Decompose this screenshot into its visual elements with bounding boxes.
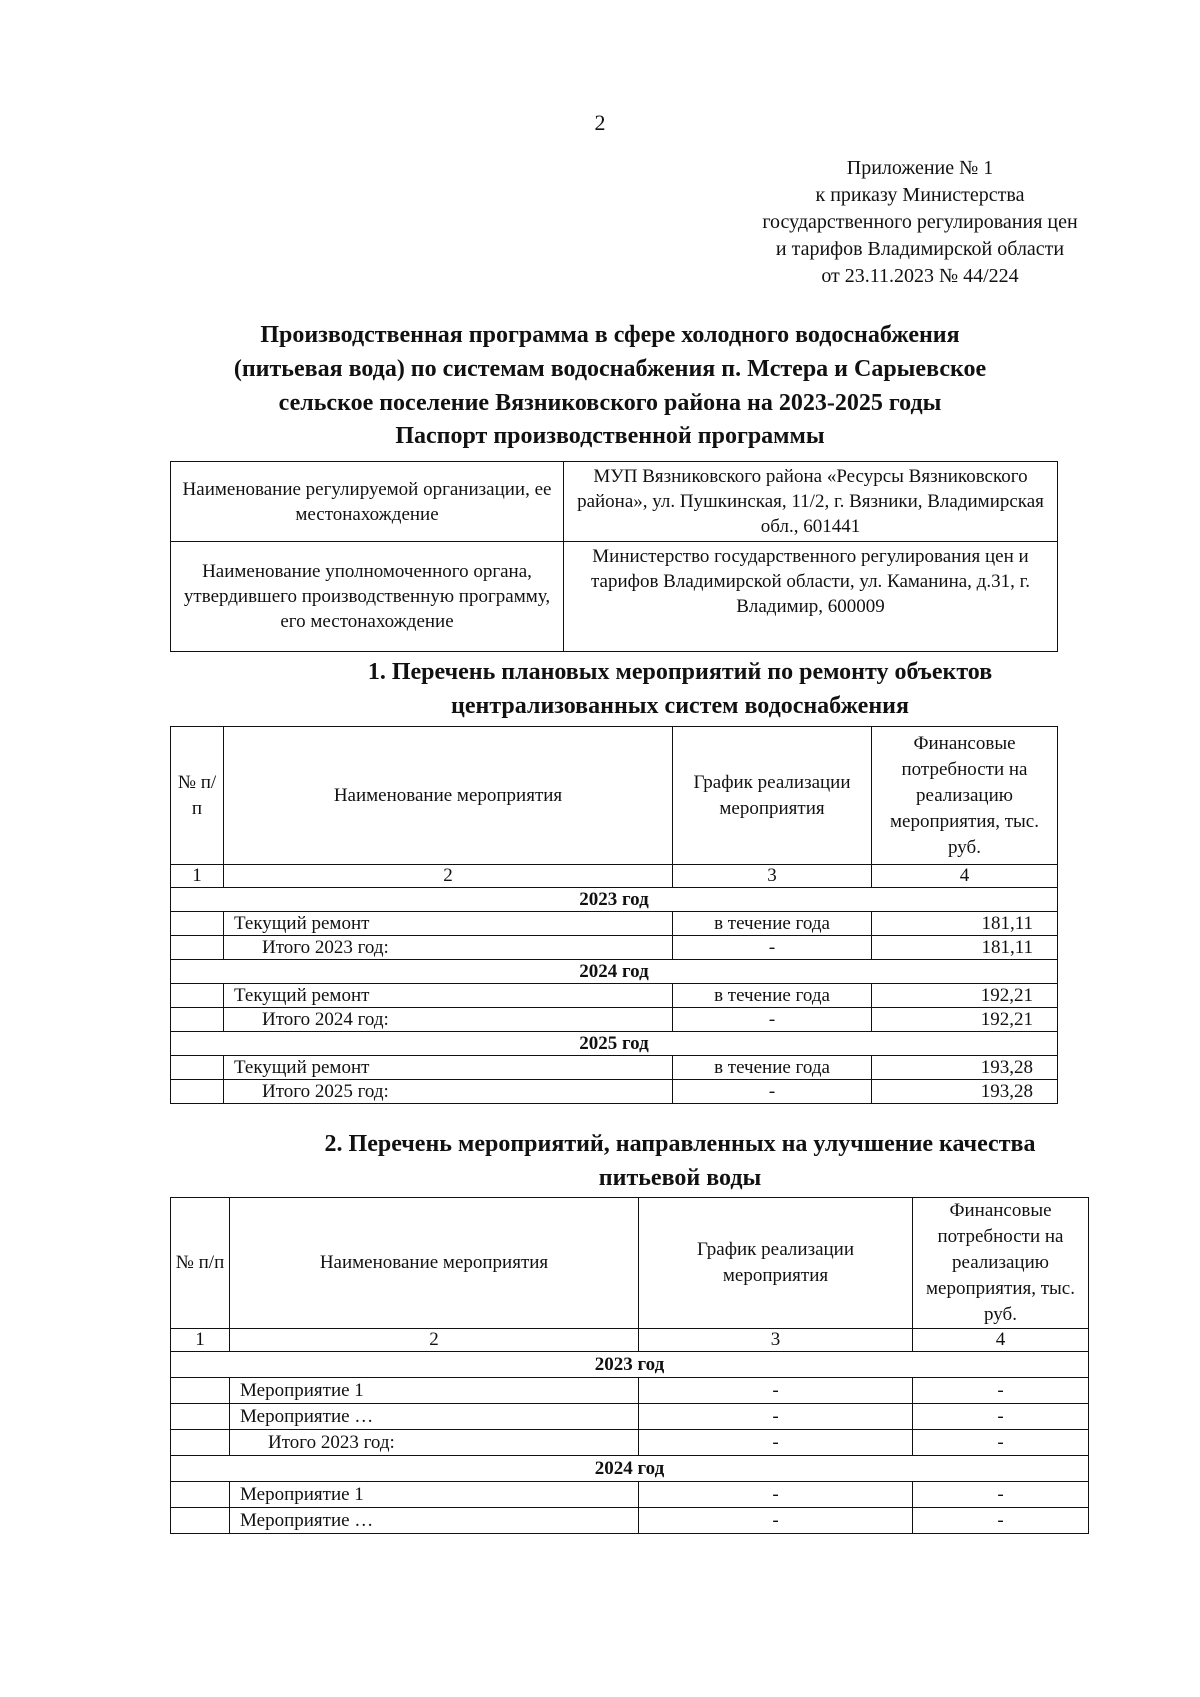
passport-value: МУП Вязниковского района «Ресурсы Вязниковского района», ул. Пушкинская, 11/2, г. Вязники, Владимирская обл., 601441 [564, 462, 1058, 542]
table-row [171, 542, 1058, 652]
item-schedule: - [639, 1482, 913, 1508]
passport-table [170, 461, 1058, 652]
passport-label: Наименование регулируемой организации, ее местонахождение [171, 462, 564, 542]
year-row [171, 1456, 1089, 1482]
item-name: Текущий ремонт [224, 1056, 673, 1080]
year-label: 2024 год [171, 960, 1058, 984]
appendix-line: и тарифов Владимирской области [775, 238, 1065, 260]
column-number: 4 [872, 865, 1058, 888]
header-num: № п/п [171, 1198, 230, 1329]
year-row [171, 1352, 1089, 1378]
table-row [171, 1056, 1058, 1080]
year-label: 2023 год [171, 888, 1058, 912]
table-row [171, 462, 1058, 542]
total-value: 193,28 [872, 1080, 1058, 1104]
appendix-line: от 23.11.2023 № 44/224 [821, 265, 1019, 287]
total-label: Итого 2023 год: [224, 936, 673, 960]
item-value: - [913, 1378, 1089, 1404]
total-row [171, 1430, 1089, 1456]
total-label: Итого 2025 год: [224, 1080, 673, 1104]
section2-heading [230, 1127, 1130, 1195]
passport-heading: Паспорт производственной программы [395, 423, 825, 449]
item-name: Мероприятие … [230, 1508, 639, 1534]
item-value: - [913, 1482, 1089, 1508]
total-schedule: - [673, 936, 872, 960]
table-row [171, 984, 1058, 1008]
header-schedule: График реализации мероприятия [639, 1198, 913, 1329]
total-row [171, 1008, 1058, 1032]
water-quality-table [170, 1197, 1089, 1534]
appendix-line: к приказу Министерства [815, 184, 1025, 206]
total-schedule: - [673, 1080, 872, 1104]
table-header-row [171, 1198, 1089, 1329]
item-name: Мероприятие 1 [230, 1378, 639, 1404]
header-name: Наименование мероприятия [224, 727, 673, 865]
total-row [171, 1080, 1058, 1104]
column-number: 3 [639, 1329, 913, 1352]
heading-line: 2. Перечень мероприятий, направленных на улучшение качества [324, 1131, 1036, 1157]
item-name: Мероприятие 1 [230, 1482, 639, 1508]
item-value: 181,11 [872, 912, 1058, 936]
year-row [171, 888, 1058, 912]
column-number-row [171, 865, 1058, 888]
header-finance: Финансовые потребности на реализацию мероприятия, тыс. руб. [872, 727, 1058, 865]
appendix-line: государственного регулирования цен [762, 211, 1078, 233]
item-value: - [913, 1404, 1089, 1430]
header-num: № п/п [171, 727, 224, 865]
table-row [171, 912, 1058, 936]
column-number: 1 [171, 865, 224, 888]
item-schedule: в течение года [673, 1056, 872, 1080]
table-header-row [171, 727, 1058, 865]
table-row [171, 1404, 1089, 1430]
item-value: 192,21 [872, 984, 1058, 1008]
total-schedule: - [639, 1430, 913, 1456]
year-row [171, 1032, 1058, 1056]
passport-label: Наименование уполномоченного органа, утвердившего производственную программу, его местонахождение [171, 542, 564, 652]
heading-line: 1. Перечень плановых мероприятий по ремонту объектов [367, 659, 993, 685]
repair-plan-table [170, 726, 1058, 1104]
table-row [171, 1378, 1089, 1404]
column-number: 4 [913, 1329, 1089, 1352]
item-value: 193,28 [872, 1056, 1058, 1080]
page-number: 2 [594, 110, 606, 135]
appendix-reference [720, 155, 1120, 290]
heading-line: централизованных систем водоснабжения [451, 693, 909, 719]
item-name: Текущий ремонт [224, 912, 673, 936]
header-finance: Финансовые потребности на реализацию мероприятия, тыс. руб. [913, 1198, 1089, 1329]
heading-line: питьевой воды [598, 1165, 762, 1191]
total-value: - [913, 1430, 1089, 1456]
column-number: 3 [673, 865, 872, 888]
year-row [171, 960, 1058, 984]
column-number: 2 [224, 865, 673, 888]
item-value: - [913, 1508, 1089, 1534]
item-schedule: в течение года [673, 912, 872, 936]
section1-heading [290, 655, 1070, 723]
title-line: Производственная программа в сфере холодного водоснабжения [260, 322, 960, 348]
title-line: сельское поселение Вязниковского района на 2023-2025 годы [278, 390, 942, 416]
header-name: Наименование мероприятия [230, 1198, 639, 1329]
item-name: Мероприятие … [230, 1404, 639, 1430]
passport-value: Министерство государственного регулирования цен и тарифов Владимирской области, ул. Каманина, д.31, г. Владимир, 600009 [564, 542, 1058, 652]
item-name: Текущий ремонт [224, 984, 673, 1008]
column-number: 1 [171, 1329, 230, 1352]
table-row [171, 1482, 1089, 1508]
total-row [171, 936, 1058, 960]
item-schedule: в течение года [673, 984, 872, 1008]
table-row [171, 1508, 1089, 1534]
item-schedule: - [639, 1404, 913, 1430]
item-schedule: - [639, 1508, 913, 1534]
title-line: (питьевая вода) по системам водоснабжения п. Мстера и Сарыевское [233, 356, 987, 382]
appendix-line: Приложение № 1 [846, 157, 994, 179]
column-number: 2 [230, 1329, 639, 1352]
year-label: 2024 год [171, 1456, 1089, 1482]
total-label: Итого 2024 год: [224, 1008, 673, 1032]
item-schedule: - [639, 1378, 913, 1404]
document-title [160, 318, 1060, 420]
year-label: 2025 год [171, 1032, 1058, 1056]
column-number-row [171, 1329, 1089, 1352]
total-label: Итого 2023 год: [230, 1430, 639, 1456]
header-schedule: График реализации мероприятия [673, 727, 872, 865]
total-schedule: - [673, 1008, 872, 1032]
year-label: 2023 год [171, 1352, 1089, 1378]
total-value: 181,11 [872, 936, 1058, 960]
total-value: 192,21 [872, 1008, 1058, 1032]
